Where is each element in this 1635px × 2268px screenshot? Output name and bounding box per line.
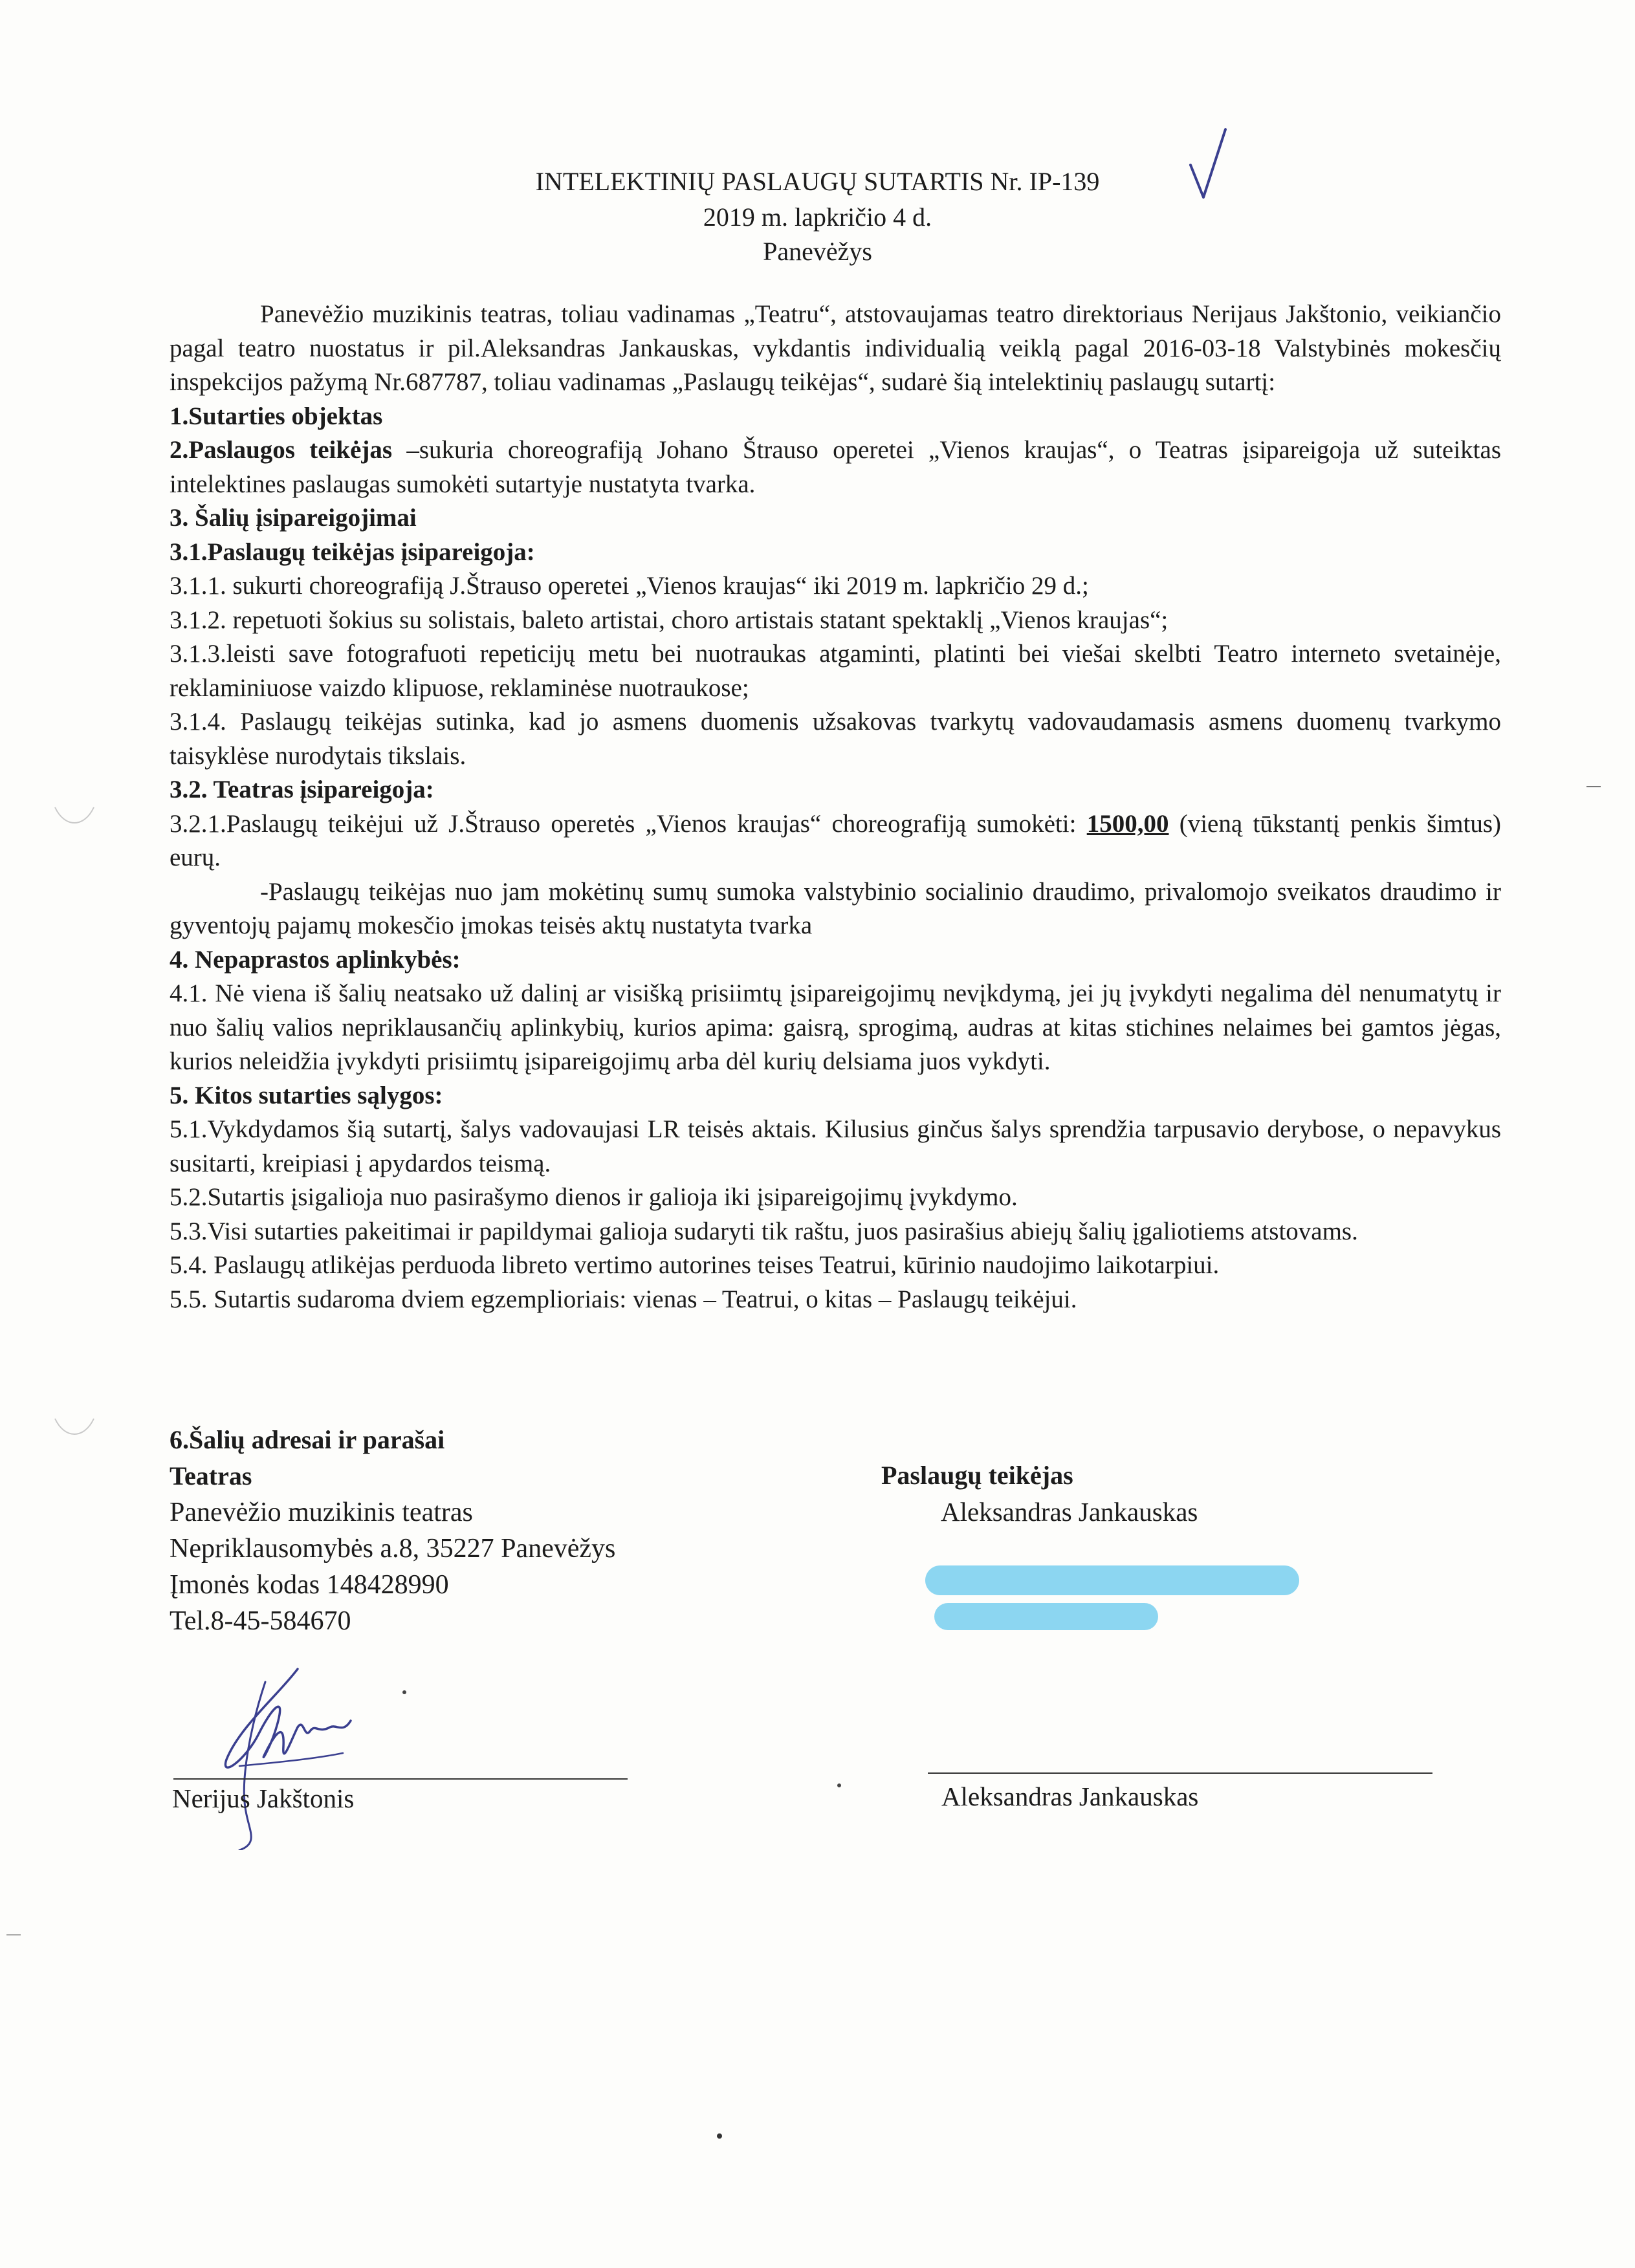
contract-title: INTELEKTINIŲ PASLAUGŲ SUTARTIS Nr. IP-139 — [535, 167, 1100, 196]
clause-3-1-4: 3.1.4. Paslaugų teikėjas sutinka, kad jo asmens duomenis užsakovas tvarkytų vadovaudamasis asmens duomenų tvarkymo taisyklėse nurodytais tikslais. — [170, 708, 1501, 770]
theatre-party-title: Teatras — [170, 1461, 252, 1490]
section-3-heading: 3. Šalių įsipareigojimai — [170, 504, 417, 532]
scan-speck — [837, 1783, 841, 1787]
theatre-details — [170, 1422, 615, 1639]
punch-hole-mark — [52, 1413, 97, 1439]
redaction-bar — [925, 1565, 1299, 1595]
clause-3-1-3: 3.1.3.leisti save fotografuoti repeticijų metu bei nuotraukas atgaminti, platinti bei viešai skelbti Teatro interneto svetainėje, reklaminiuose vaizdo klipuose, reklaminėse nuotraukose; — [170, 640, 1501, 702]
check-mark-icon — [1185, 126, 1231, 204]
clause-3-2-1-text-a: 3.2.1.Paslaugų teikėjui už J.Štrauso operetės „Vienos kraujas“ choreografiją sumokėti: — [170, 809, 1087, 838]
provider-party-title: Paslaugų teikėjas — [881, 1461, 1073, 1490]
theatre-phone: Tel.8-45-584670 — [170, 1606, 351, 1636]
clause-3-2-1-note: -Paslaugų teikėjas nuo jam mokėtinų sumų sumoka valstybinio socialinio draudimo, privalomojo sveikatos draudimo ir gyventojų pajamų mokesčio įmokas teisės aktų nustatyta tvarka — [170, 877, 1501, 939]
scan-speck — [402, 1690, 406, 1694]
theatre-signature-line — [173, 1778, 628, 1780]
contract-city: Panevėžys — [763, 237, 872, 266]
scan-speck — [717, 2133, 722, 2139]
section-1-heading: 1.Sutarties objektas — [170, 402, 383, 430]
clause-3-2-1-text-b: (vieną tūkstantį penkis šimtus) eurų. — [170, 809, 1501, 871]
section-5-heading: 5. Kitos sutarties sąlygos: — [170, 1081, 443, 1109]
scan-speck — [1586, 786, 1601, 787]
theatre-address: Nepriklausomybės a.8, 35227 Panevėžys — [170, 1534, 616, 1564]
contract-date: 2019 m. lapkričio 4 d. — [703, 202, 932, 232]
clause-3-1-2: 3.1.2. repetuoti šokius su solistais, baleto artistai, choro artistais statant spektaklį „Vienos kraujas“; — [170, 605, 1169, 634]
clause-5-4: 5.4. Paslaugų atlikėjas perduoda libreto vertimo autorines teises Teatrui, kūrinio naudojimo laikotarpiui. — [170, 1251, 1220, 1279]
intro-paragraph: Panevėžio muzikinis teatras, toliau vadinamas „Teatru“, atstovaujamas teatro direktoriaus Nerijaus Jakštonio, veikiančio pagal teatro nuostatus ir pil.Aleksandras Jankauskas, vykdantis individualią veiklą pagal 2016-03-18 Valstybinės mokesčių inspekcijos pažymą Nr.687787, toliau vadinamas „Paslaugų teikėjas“, sudarė šią intelektinių paslaugų sutartį: — [170, 300, 1501, 396]
clause-3-1-1: 3.1.1. sukurti choreografiją J.Štrauso operetei „Vienos kraujas“ iki 2019 m. lapkričio 29 d.; — [170, 572, 1089, 600]
section-2-text: –sukuria choreografiją Johano Štrauso operetei „Vienos kraujas“, o Teatras įsipareigoja už suteiktas intelektines paslaugas sumokėti sutartyje nustatyta tvarka. — [170, 436, 1501, 498]
provider-signer-name: Aleksandras Jankauskas — [941, 1782, 1199, 1811]
redaction-bar — [934, 1603, 1158, 1630]
provider-signature-line — [928, 1772, 1432, 1774]
contract-body — [170, 298, 1501, 1316]
section-2-heading: 2.Paslaugos teikėjas — [170, 436, 393, 464]
clause-5-2: 5.2.Sutartis įsigalioja nuo pasirašymo dienos ir galioja iki įsipareigojimų įvykdymo. — [170, 1183, 1018, 1211]
clause-3-2-1 — [170, 807, 1501, 875]
payment-amount: 1500,00 — [1086, 809, 1169, 838]
section-2-paragraph — [170, 433, 1501, 501]
provider-details — [881, 1457, 1198, 1530]
clause-5-3: 5.3.Visi sutarties pakeitimai ir papildymai galioja sudaryti tik raštu, juos pasirašius abiejų šalių įgaliotiems atstovams. — [170, 1217, 1358, 1245]
handwritten-signature — [201, 1656, 362, 1850]
theatre-company-code: Įmonės kodas 148428990 — [170, 1570, 449, 1600]
clause-5-5: 5.5. Sutartis sudaroma dviem egzemplioriais: vienas – Teatrui, o kitas – Paslaugų teikėjui. — [170, 1285, 1077, 1313]
section-3-2-heading: 3.2. Teatras įsipareigoja: — [170, 776, 434, 803]
section-4-heading: 4. Nepaprastos aplinkybės: — [170, 945, 461, 974]
theatre-signer-name: Nerijus Jakštonis — [172, 1783, 355, 1813]
punch-hole-mark — [52, 802, 97, 828]
section-3-1-heading: 3.1.Paslaugų teikėjas įsipareigoja: — [170, 538, 535, 566]
clause-5-1: 5.1.Vykdydamos šią sutartį, šalys vadovaujasi LR teisės aktais. Kilusius ginčus šalys sprendžia tarpusavio derybose, o nepavykus susitarti, kreipiasi į apydardos teismą. — [170, 1115, 1501, 1177]
section-6-heading: 6.Šalių adresai ir parašai — [170, 1425, 445, 1454]
clause-4-1: 4.1. Nė viena iš šalių neatsako už dalinį ar visišką prisiimtų įsipareigojimų nevįkdymą, jei jų įvykdyti negalima dėl nenumatytų ir nuo šalių valios nepriklausančių aplinkybių, kurios apima: gaisrą, sprogimą, audras at kitas stichines nelaimes bei gamtos jėgas, kurios neleidžia įvykdyti prisiimtų įsipareigojimų arba dėl kurių delsiama juos vykdyti. — [170, 979, 1501, 1075]
scan-speck — [6, 1934, 21, 1935]
provider-name: Aleksandras Jankauskas — [941, 1497, 1198, 1527]
theatre-name: Panevėžio muzikinis teatras — [170, 1498, 473, 1527]
